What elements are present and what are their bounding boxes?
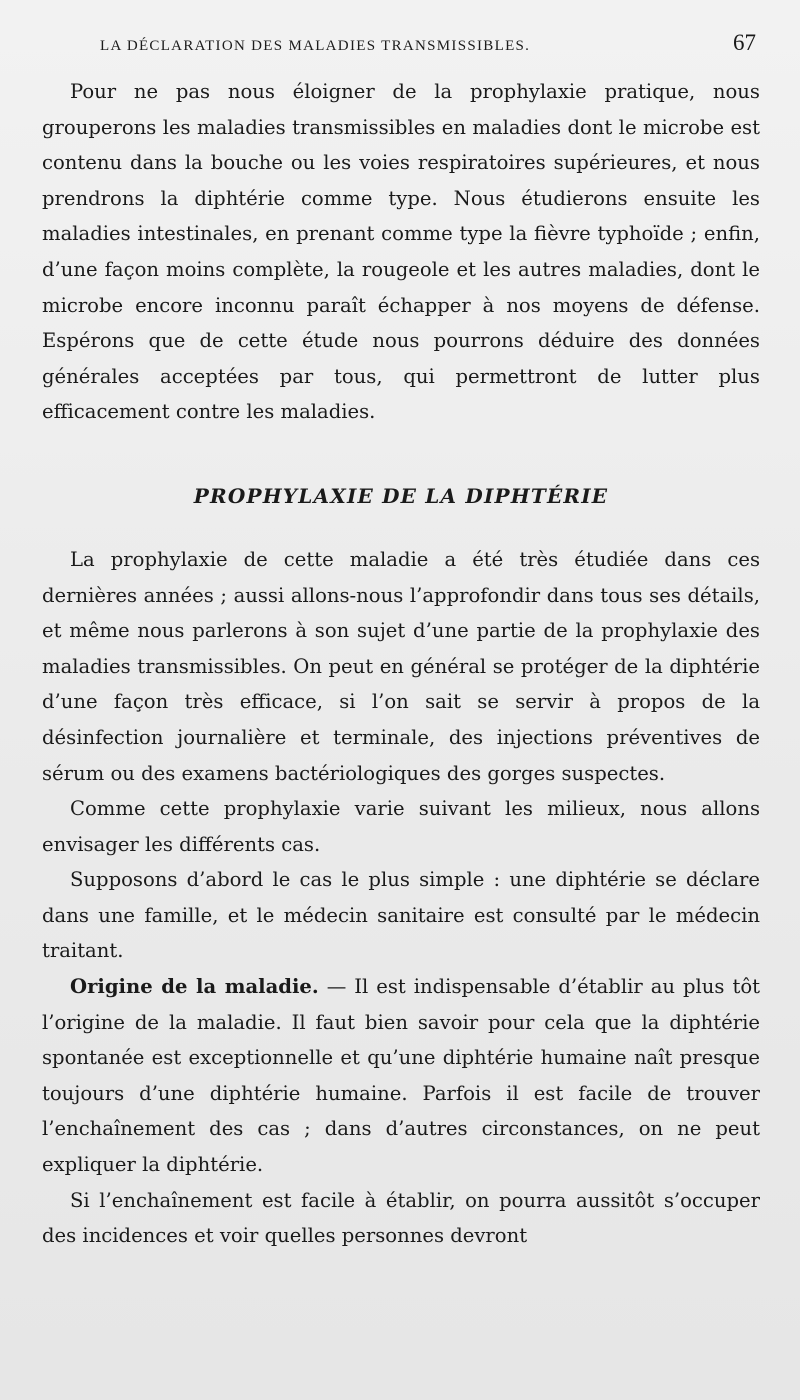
paragraph-milieux: Comme cette prophylaxie varie suivant les milieux, nous allons envisager les différents cas.: [42, 797, 760, 856]
paragraph-enchainement: Si l’enchaînement est facile à établir, on pourra aussitôt s’occuper des incidences et voir quelles personnes devront: [42, 1188, 760, 1248]
page-number: 67: [733, 30, 756, 55]
paragraph-intro: Pour ne pas nous éloigner de la prophylaxie pratique, nous grouperons les maladies transmissibles en maladies dont le microbe est contenu dans la bouche ou les voies respiratoires supérieures, et nous prendrons la diphtérie comme type. Nous étudierons ensuite les maladies intestinales, en prenant comme type la fièvre typhoïde ; enfin, d’une façon moins complète, la rougeole et les autres maladies, dont le microbe encore inconnu paraît échapper à nos moyens de défense. Espérons que de cette étude nous pourrons déduire des données générales acceptées par tous, qui permettront de lutter plus efficacement contre les maladies.: [42, 80, 760, 424]
paragraph-cas-simple: Supposons d’abord le cas le plus simple : une diphtérie se déclare dans une famille, et le médecin sanitaire est consulté par le médecin traitant.: [42, 868, 760, 963]
running-head: [100, 30, 760, 70]
run-in-heading-origine: Origine de la maladie.: [70, 975, 319, 999]
running-title: LA DÉCLARATION DES MALADIES TRANSMISSIBLES.: [100, 38, 531, 54]
paragraph-origine: [42, 969, 760, 1183]
section-heading: PROPHYLAXIE DE LA DIPHTÉRIE: [193, 483, 609, 508]
paragraph-prophylaxie: La prophylaxie de cette maladie a été très étudiée dans ces dernières années ; aussi allons-nous l’approfondir dans tous ses détails, et même nous parlerons à son sujet d’une partie de la prophylaxie des maladies transmissibles. On peut en général se protéger de la diphtérie d’une façon très efficace, si l’on sait se servir à propos de la désinfection journalière et terminale, des injections préventives de sérum ou des examens bactériologiques des gorges suspectes.: [42, 547, 760, 785]
page-body: [42, 74, 760, 1254]
paragraph-origine-text: — Il est indispensable d’établir au plus tôt l’origine de la maladie. Il faut bien savoir pour cela que la diphtérie spontanée est exceptionnelle et qu’une diphtérie humaine naît presque toujours d’une diphtérie humaine. Parfois il est facile de trouver l’enchaînement des cas ; dans d’autres circonstances, on ne peut expliquer la diphtérie.: [42, 975, 761, 1177]
